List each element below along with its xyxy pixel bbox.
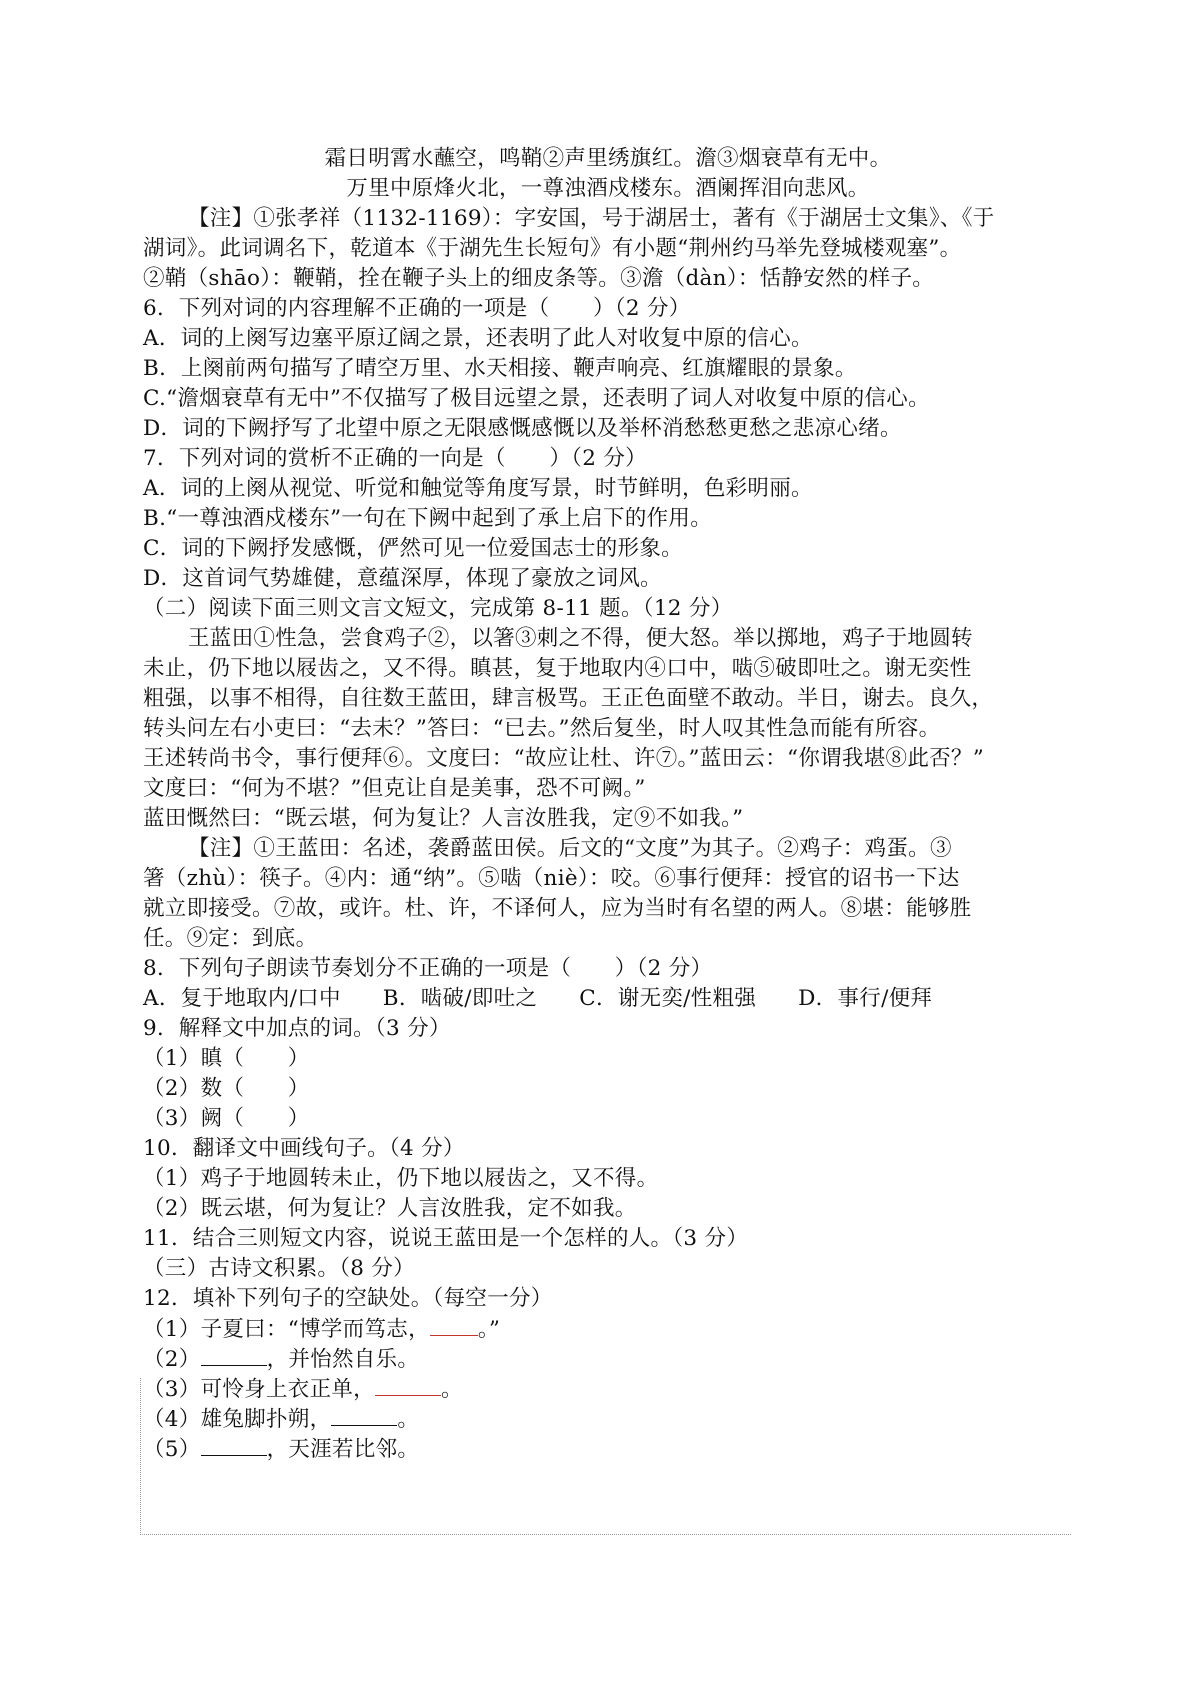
item-3-blank[interactable]	[375, 1373, 441, 1396]
section-2-title: （二）阅读下面三则文言文短文，完成第 8-11 题。（12 分）	[143, 596, 733, 621]
question-8-options	[143, 983, 1073, 1015]
passage-note-line-1: 【注】①王蓝田：名述，袭爵蓝田侯。后文的“文度”为其子。②鸡子：鸡蛋。③	[188, 836, 952, 861]
item-3-prefix: （3）可怜身上衣正单，	[143, 1377, 375, 1402]
item-1-prefix: （1）子夏曰：“博学而笃志，	[143, 1317, 430, 1342]
item-2-suffix: ，并怡然自乐。	[266, 1347, 420, 1372]
passage-note-line-3: 就立即接受。⑦故，或许。杜、许，不译何人，应为当时有名望的两人。⑧堪：能够胜	[143, 896, 972, 921]
question-10-item-2: （2）既云堪，何为复让？人言汝胜我，定不如我。	[143, 1196, 637, 1221]
passage-note-line-4: 任。⑨定：到底。	[143, 926, 318, 951]
section-3-title: （三）古诗文积累。（8 分）	[143, 1256, 415, 1281]
question-7-option-d: D．这首词气势雄健，意蕴深厚，体现了豪放之词风。	[143, 566, 662, 591]
item-5-suffix: ，天涯若比邻。	[266, 1437, 420, 1462]
question-8-option-b: B．啮破/即吐之	[382, 986, 538, 1011]
question-7-stem: 7．下列对词的赏析不正确的一向是（ ）（2 分）	[143, 446, 647, 471]
question-12-item-3	[143, 1373, 1073, 1406]
question-6-option-d: D．词的下阙抒写了北望中原之无限感慨感慨以及举杯消愁愁更愁之悲凉心绪。	[143, 416, 902, 441]
question-12-item-1	[143, 1313, 1073, 1346]
question-12-item-5	[143, 1433, 1073, 1466]
passage-line-2: 未止，仍下地以屐齿之，又不得。瞋甚，复于地取内④口中，啮⑤破即吐之。谢无奕性	[143, 656, 972, 681]
passage-note-line-2: 箸（zhù）：筷子。④内：通“纳”。⑤啮（niè）：咬。⑥事行便拜：授官的诏书一下达	[143, 866, 960, 891]
question-12-item-4	[143, 1403, 1073, 1436]
poem-note-line-2: 湖词》。此词调名下，乾道本《于湖先生长短句》有小题“荆州约马举先登城楼观塞”。	[143, 236, 962, 261]
passage-line-1: 王蓝田①性急，尝食鸡子②，以箸③刺之不得，便大怒。举以掷地，鸡子于地圆转	[188, 626, 973, 651]
question-9-item-1: （1）瞋（ ）	[143, 1046, 310, 1071]
poem-line-2: 万里中原烽火北，一尊浊酒戍楼东。酒阑挥泪向悲风。	[346, 176, 870, 201]
question-8-option-c: C．谢无奕/性粗强	[579, 986, 757, 1011]
question-11-stem: 11．结合三则短文内容，说说王蓝田是一个怎样的人。（3 分）	[143, 1226, 749, 1251]
item-4-blank[interactable]	[331, 1403, 397, 1426]
question-9-item-3: （3）阙（ ）	[143, 1106, 310, 1131]
question-10-item-1: （1）鸡子于地圆转未止，仍下地以屐齿之，又不得。	[143, 1166, 659, 1191]
question-9-item-2: （2）数（ ）	[143, 1076, 310, 1101]
item-5-blank[interactable]	[201, 1433, 267, 1456]
question-7-option-b: B.“一尊浊酒戍楼东”一句在下阙中起到了承上启下的作用。	[143, 506, 713, 531]
question-6-option-b: B．上阕前两句描写了晴空万里、水天相接、鞭声响亮、红旗耀眼的景象。	[143, 356, 857, 381]
question-8-option-a: A．复于地取内/口中	[143, 986, 341, 1011]
passage-line-3: 粗强，以事不相得，自往数王蓝田，肆言极骂。王正色面壁不敢动。半日，谢去。良久，	[143, 686, 994, 711]
question-6-option-a: A．词的上阕写边塞平原辽阔之景，还表明了此人对收复中原的信心。	[143, 326, 813, 351]
question-12-stem: 12．填补下列句子的空缺处。（每空一分）	[143, 1286, 553, 1311]
item-4-suffix: 。	[397, 1407, 420, 1432]
question-6-option-c: C.“澹烟衰草有无中”不仅描写了极目远望之景，还表明了词人对收复中原的信心。	[143, 386, 930, 411]
poem-line-1: 霜日明霄水蘸空，鸣鞘②声里绣旗红。澹③烟衰草有无中。	[324, 146, 892, 171]
question-9-stem: 9．解释文中加点的词。（3 分）	[143, 1016, 451, 1041]
question-10-stem: 10．翻译文中画线句子。（4 分）	[143, 1136, 465, 1161]
item-4-prefix: （4）雄兔脚扑朔，	[143, 1407, 332, 1432]
question-8-stem: 8．下列句子朗读节奏划分不正确的一项是（ ）（2 分）	[143, 956, 713, 981]
item-2-prefix: （2）	[143, 1347, 201, 1372]
poem-note-line-1: 【注】①张孝祥（1132-1169）：字安国，号于湖居士，著有《于湖居士文集》、《于	[188, 206, 995, 231]
passage-line-7: 蓝田慨然曰：“既云堪，何为复让？人言汝胜我，定⑨不如我。”	[143, 806, 744, 831]
question-12-item-2	[143, 1343, 1073, 1376]
question-8-option-d: D．事行/便拜	[798, 986, 933, 1011]
poem-note-line-3: ②鞘（shāo）：鞭鞘，拴在鞭子头上的细皮条等。③澹（dàn）：恬静安然的样子。	[143, 266, 935, 291]
item-1-suffix: 。”	[477, 1317, 501, 1342]
passage-line-5: 王述转尚书令，事行便拜⑥。文度曰：“故应让杜、许⑦。”蓝田云：“你谓我堪⑧此否？”	[143, 746, 985, 771]
item-3-suffix: 。	[440, 1377, 463, 1402]
question-7-option-a: A．词的上阕从视觉、听觉和触觉等角度写景，时节鲜明，色彩明丽。	[143, 476, 813, 501]
item-2-blank[interactable]	[201, 1343, 267, 1366]
question-7-option-c: C．词的下阙抒发感慨，俨然可见一位爱国志士的形象。	[143, 536, 683, 561]
question-6-stem: 6．下列对词的内容理解不正确的一项是（ ）（2 分）	[143, 296, 691, 321]
item-1-blank[interactable]	[430, 1313, 478, 1336]
item-5-prefix: （5）	[143, 1437, 201, 1462]
passage-line-6: 文度曰：“何为不堪？”但克让自是美事，恐不可阙。”	[143, 776, 646, 801]
passage-line-4: 转头问左右小吏曰：“去未？”答曰：“已去。”然后复坐，时人叹其性急而能有所容。	[143, 716, 941, 741]
